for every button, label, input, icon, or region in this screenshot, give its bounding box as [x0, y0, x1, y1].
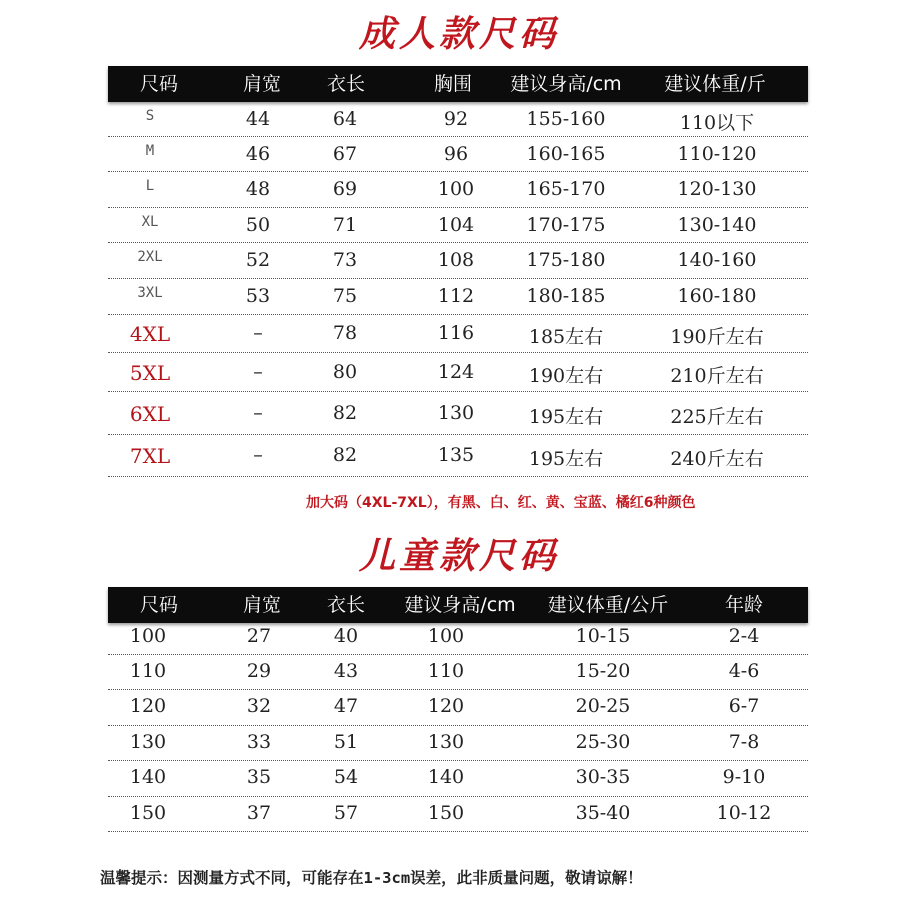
table-cell: 82 [332, 402, 358, 424]
table-cell: 185左右 [528, 326, 604, 348]
table-cell: 170-175 [526, 214, 606, 236]
table-cell: 37 [246, 802, 272, 824]
table-row [108, 392, 808, 435]
table-cell: 73 [332, 249, 358, 271]
table-row [108, 761, 808, 797]
table-cell: 175-180 [526, 249, 606, 271]
size-cell: 3XL [137, 285, 163, 301]
size-cell: 4XL [129, 322, 171, 346]
table-row [108, 315, 808, 353]
table-cell: 75 [332, 285, 358, 307]
table-cell: 100 [437, 178, 475, 200]
table-cell: 225斤左右 [670, 406, 764, 428]
table-cell: 35-40 [575, 802, 631, 824]
table-cell: 240斤左右 [670, 448, 764, 470]
table-cell: 150 [427, 802, 465, 824]
table-cell: 110以下 [679, 112, 755, 134]
table-cell: – [253, 444, 263, 466]
table-cell: 9-10 [722, 766, 766, 788]
size-cell: 100 [129, 625, 167, 647]
adult-header-cell: 尺码 [139, 73, 179, 95]
table-cell: 120-130 [677, 178, 757, 200]
table-cell: 27 [246, 625, 272, 647]
adult-header-cell: 建议体重/斤 [664, 73, 766, 95]
table-cell: 44 [245, 108, 271, 130]
table-cell: 51 [333, 731, 359, 753]
measurement-tip: 温馨提示：因测量方式不同，可能存在1-3cm误差，此非质量问题，敬请谅解！ [100, 869, 643, 887]
table-row [108, 726, 808, 761]
table-cell: 30-35 [575, 766, 631, 788]
table-cell: 130 [437, 402, 475, 424]
table-cell: 52 [245, 249, 271, 271]
table-row [108, 690, 808, 726]
table-cell: 140 [427, 766, 465, 788]
kids-size-title: 儿童款尺码 [358, 536, 559, 577]
table-cell: 29 [246, 660, 272, 682]
table-cell: 64 [332, 108, 358, 130]
table-cell: 100 [427, 625, 465, 647]
table-row [108, 655, 808, 690]
table-cell: 96 [443, 143, 469, 165]
table-cell: 112 [437, 285, 475, 307]
table-cell: 80 [332, 361, 358, 383]
table-cell: 135 [437, 444, 475, 466]
size-cell: M [145, 143, 155, 159]
size-cell: 130 [129, 731, 167, 753]
table-row [108, 435, 808, 477]
plus-size-color-note: 加大码（4XL-7XL），有黑、白、红、黄、宝蓝、橘红6种颜色 [306, 495, 696, 511]
table-row [108, 137, 808, 172]
table-cell: 47 [333, 695, 359, 717]
table-cell: 67 [332, 143, 358, 165]
table-row [108, 620, 808, 655]
table-cell: 195左右 [528, 406, 604, 428]
table-cell: 48 [245, 178, 271, 200]
table-cell: 69 [332, 178, 358, 200]
table-cell: 40 [333, 625, 359, 647]
table-cell: 195左右 [528, 448, 604, 470]
table-cell: 110-120 [677, 143, 757, 165]
table-cell: 10-15 [575, 625, 631, 647]
table-cell: 43 [333, 660, 359, 682]
adult-table-header [108, 66, 808, 102]
table-row [108, 353, 808, 392]
table-cell: 2-4 [728, 625, 760, 647]
size-cell: 7XL [129, 444, 171, 468]
table-row [108, 797, 808, 832]
table-cell: 4-6 [728, 660, 760, 682]
table-cell: 120 [427, 695, 465, 717]
table-cell: – [253, 361, 263, 383]
size-cell: XL [141, 214, 159, 230]
table-cell: 6-7 [728, 695, 760, 717]
table-row [108, 102, 808, 137]
table-cell: 82 [332, 444, 358, 466]
table-cell: 33 [246, 731, 272, 753]
table-cell: 78 [332, 322, 358, 344]
kids-header-cell: 年龄 [724, 594, 764, 616]
table-cell: 20-25 [575, 695, 631, 717]
table-cell: 190斤左右 [670, 326, 764, 348]
table-cell: 110 [427, 660, 465, 682]
table-cell: 160-165 [526, 143, 606, 165]
table-cell: 130 [427, 731, 465, 753]
table-cell: 180-185 [526, 285, 606, 307]
size-cell: 110 [129, 660, 167, 682]
table-cell: 54 [333, 766, 359, 788]
kids-table-header [108, 587, 808, 623]
table-cell: – [253, 322, 263, 344]
table-row [108, 243, 808, 279]
adult-header-cell: 衣长 [326, 73, 366, 95]
size-cell: 150 [129, 802, 167, 824]
table-cell: 35 [246, 766, 272, 788]
size-cell: 140 [129, 766, 167, 788]
size-cell: 5XL [129, 361, 171, 385]
table-cell: 140-160 [677, 249, 757, 271]
table-cell: 15-20 [575, 660, 631, 682]
table-cell: 104 [437, 214, 475, 236]
table-cell: 210斤左右 [670, 365, 764, 387]
table-cell: 130-140 [677, 214, 757, 236]
table-cell: 160-180 [677, 285, 757, 307]
kids-header-cell: 尺码 [139, 594, 179, 616]
table-cell: 57 [333, 802, 359, 824]
size-cell: 6XL [129, 402, 171, 426]
table-cell: 71 [332, 214, 358, 236]
table-cell: 53 [245, 285, 271, 307]
kids-header-cell: 建议体重/公斤 [547, 594, 669, 616]
size-cell: S [145, 108, 155, 124]
table-cell: 108 [437, 249, 475, 271]
kids-header-cell: 建议身高/cm [404, 594, 516, 616]
table-cell: 7-8 [728, 731, 760, 753]
kids-header-cell: 衣长 [326, 594, 366, 616]
table-cell: 155-160 [526, 108, 606, 130]
adult-header-cell: 建议身高/cm [510, 73, 622, 95]
size-cell: 2XL [137, 249, 163, 265]
table-cell: 92 [443, 108, 469, 130]
size-cell: 120 [129, 695, 167, 717]
table-cell: 50 [245, 214, 271, 236]
kids-header-cell: 肩宽 [242, 594, 282, 616]
table-cell: 46 [245, 143, 271, 165]
table-cell: 25-30 [575, 731, 631, 753]
table-row [108, 279, 808, 315]
adult-header-cell: 肩宽 [242, 73, 282, 95]
table-cell: 124 [437, 361, 475, 383]
table-cell: 10-12 [716, 802, 772, 824]
table-cell: 190左右 [528, 365, 604, 387]
adult-header-cell: 胸围 [433, 73, 473, 95]
adult-size-title: 成人款尺码 [358, 14, 559, 55]
table-row [108, 172, 808, 208]
size-cell: L [145, 178, 155, 194]
table-cell: 116 [437, 322, 475, 344]
table-cell: 165-170 [526, 178, 606, 200]
table-cell: – [253, 402, 263, 424]
table-cell: 32 [246, 695, 272, 717]
table-row [108, 208, 808, 243]
